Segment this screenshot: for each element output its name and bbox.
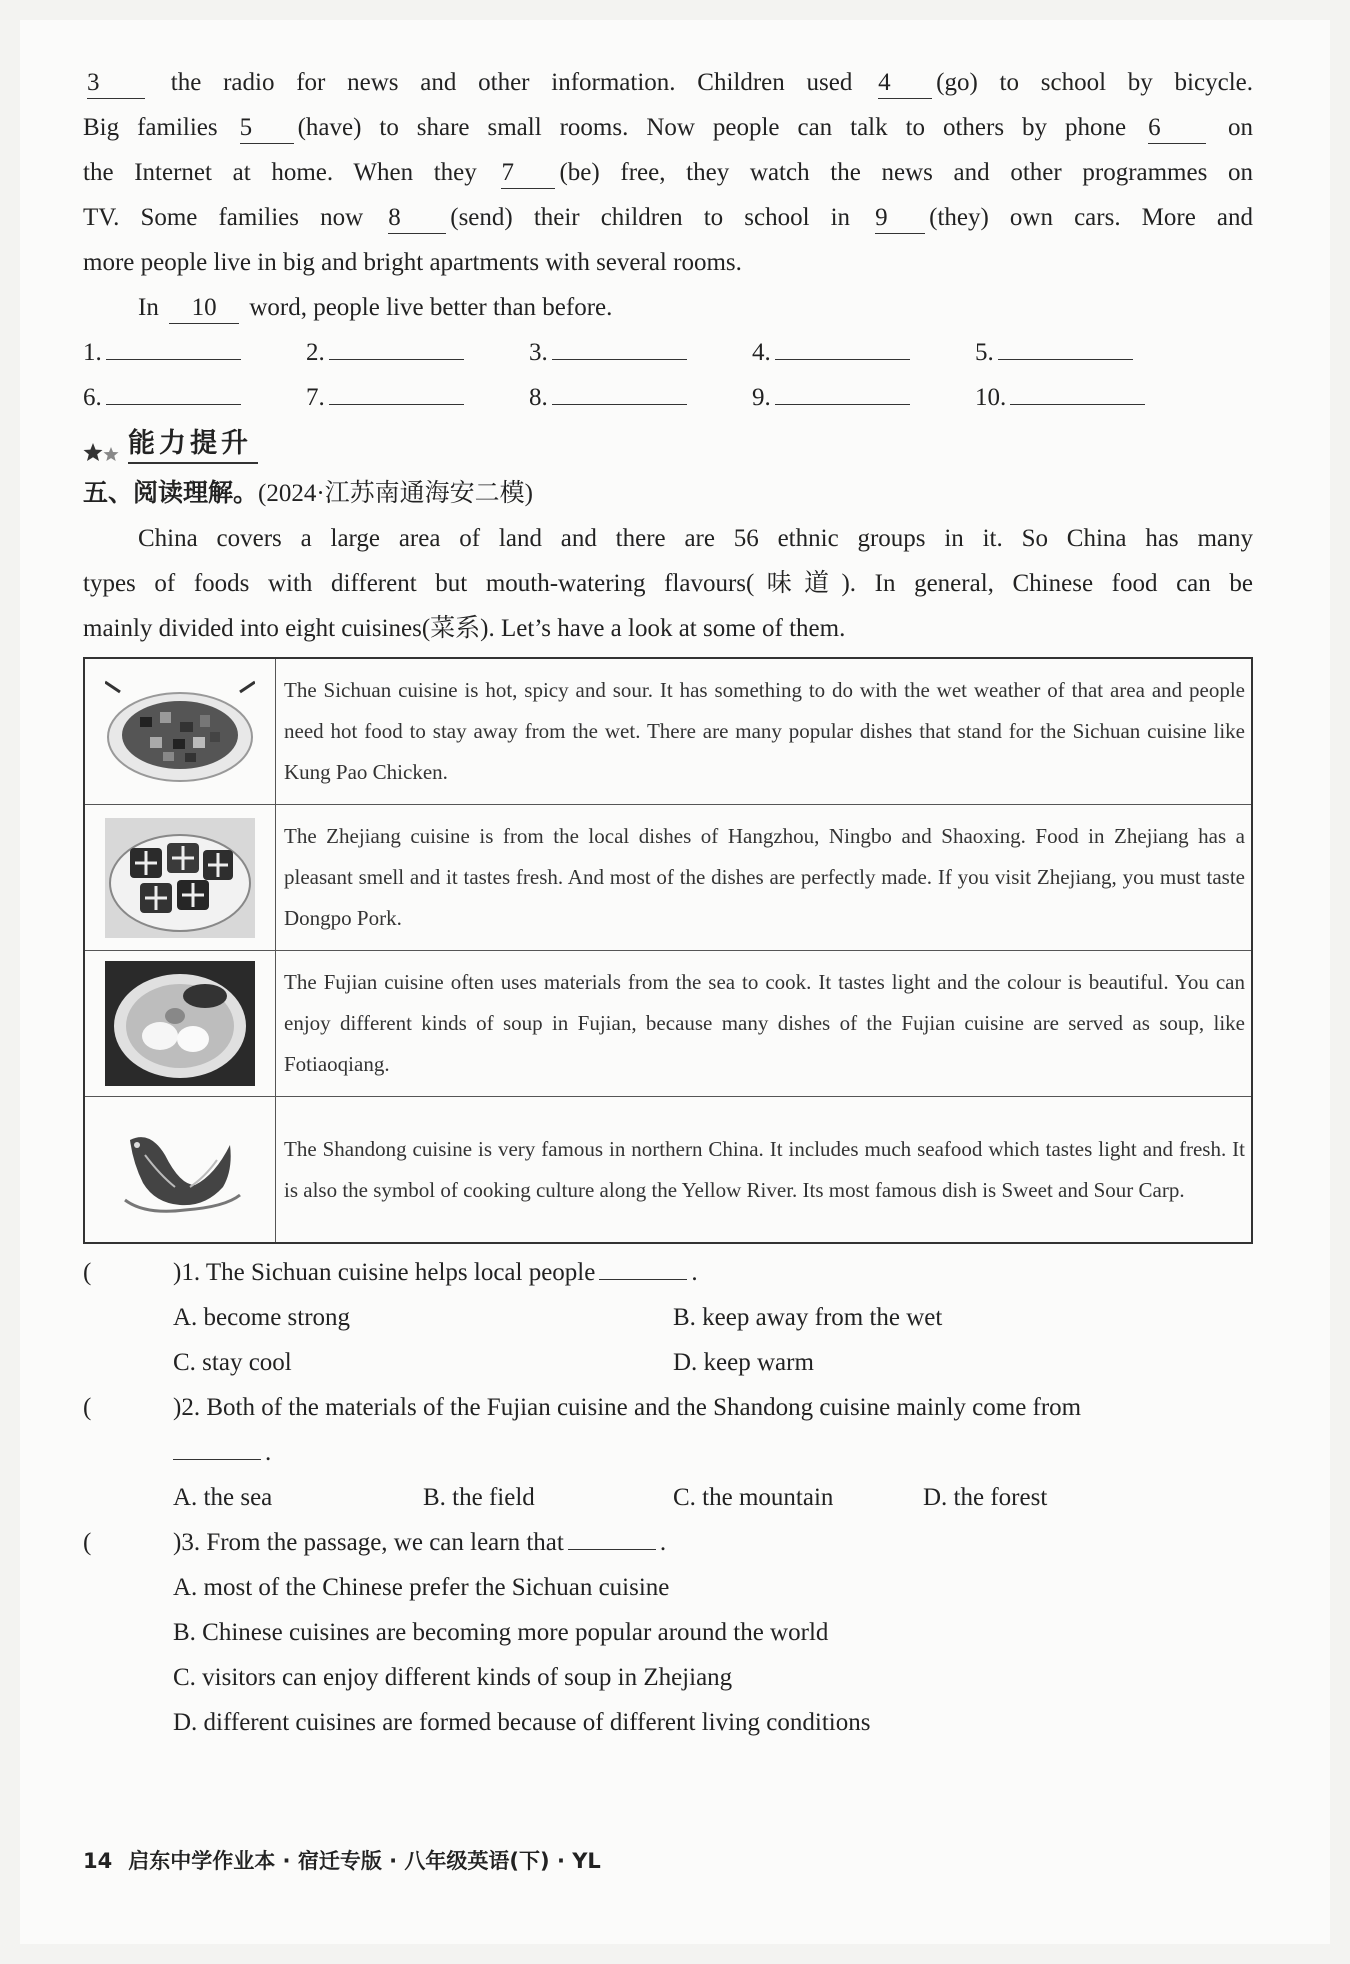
stars-icon [83,442,123,464]
answer-line[interactable] [106,380,241,405]
answer-slot-10[interactable] [975,375,1198,420]
cuisine-table [83,657,1253,1244]
section-heading [83,470,1253,516]
answer-row-2 [83,375,1253,420]
option-d[interactable]: D. keep warm [673,1349,814,1376]
blank-3[interactable]: 3 [87,68,145,99]
passage-line-3 [83,150,1253,195]
question-end: . [691,1259,698,1286]
question-2 [83,1385,1253,1430]
answer-label: 2. [306,339,325,366]
answer-slot-6[interactable] [83,375,306,420]
answer-line[interactable] [106,335,241,360]
image-cell [84,805,276,951]
answer-line[interactable] [552,335,687,360]
answer-slot-9[interactable] [752,375,975,420]
intro-line-2: types of foods with different but mouth-watering flavours(味道). In general, Chinese food can be [83,570,1253,597]
answer-line[interactable] [775,380,910,405]
cuisine-description: The Shandong cuisine is very famous in northern China. It includes much seafood which tastes light and fresh. It is also the symbol of cooking culture along the Yellow River. Its most famous dish is Sweet and Sour Carp. [276,1097,1253,1244]
question-1-options-cd [83,1340,1253,1385]
answer-label: 9. [752,384,771,411]
page-footer [83,1845,601,1875]
passage-line-6 [83,285,1253,330]
question-stem: )2. Both of the materials of the Fujian cuisine and the Shandong cuisine mainly come from [173,1394,1082,1421]
answer-label: 1. [83,339,102,366]
question-end: . [265,1439,272,1466]
passage-text: the Internet at home. When they [83,159,477,186]
answer-slot-2[interactable] [306,330,529,375]
answer-paren[interactable]: ( [83,1394,92,1421]
passage-text: (send) their children to school in [450,204,851,231]
section-source: (2024·江苏南通海安二模) [258,480,533,507]
passage-text: the radio for news and other information. Children used [170,69,853,96]
blank-8[interactable]: 8 [388,203,446,234]
intro-line-3: mainly divided into eight cuisines(菜系). Let’s have a look at some of them. [83,615,846,642]
banner-title: 能力提升 [128,426,258,464]
table-row [84,951,1252,1097]
blank-5[interactable]: 5 [240,113,294,144]
option-b[interactable]: B. keep away from the wet [673,1304,943,1331]
answer-label: 10. [975,384,1007,411]
blank-4[interactable]: 4 [878,68,932,99]
table-row [84,658,1252,805]
passage-line-5: more people live in big and bright apartments with several rooms. [83,249,742,276]
answer-row-1 [83,330,1253,375]
passage-line-4 [83,195,1253,240]
answer-line[interactable] [552,380,687,405]
question-1 [83,1250,1253,1295]
option-b[interactable]: B. the field [423,1484,535,1511]
fujian-dish-photo-icon [105,961,255,1086]
answer-label: 6. [83,384,102,411]
answer-label: 3. [529,339,548,366]
answer-blank[interactable] [599,1253,687,1280]
section-title: 五、阅读理解。 [83,478,259,507]
intro-line-1: China covers a large area of land and there are 56 ethnic groups in it. So China has many [138,525,1253,552]
answer-label: 7. [306,384,325,411]
question-2-options [83,1475,1253,1520]
answer-slot-4[interactable] [752,330,975,375]
passage-text: word, people live better than before. [249,294,613,321]
passage-text: (go) to school by bicycle. [936,69,1253,96]
blank-9[interactable]: 9 [875,203,925,234]
passage-text: (be) free, they watch the news and other programmes on [559,159,1254,186]
answer-line[interactable] [775,335,910,360]
passage-text: TV. Some families now [83,204,364,231]
passage-text: on [1228,114,1254,141]
answer-paren[interactable]: ( [83,1529,92,1556]
answer-blank[interactable] [173,1433,261,1460]
question-1-options-ab [83,1295,1253,1340]
answer-blank[interactable] [568,1523,656,1550]
option-d[interactable]: D. different cuisines are formed because of different living conditions [173,1709,871,1736]
cuisine-description: The Fujian cuisine often uses materials from the sea to cook. It tastes light and the colour is beautiful. You can enjoy different kinds of soup in Fujian, because many dishes of the Fujian cuisine are served as soup, like Fotiaoqiang. [276,951,1253,1097]
question-end: . [659,1529,667,1556]
answer-line[interactable] [329,380,464,405]
option-c[interactable]: C. the mountain [673,1484,834,1511]
sichuan-dish-photo-icon [105,677,255,787]
passage-text: Big families [83,114,218,141]
cuisine-description: The Zhejiang cuisine is from the local dishes of Hangzhou, Ningbo and Shaoxing. Food in Zhejiang has a pleasant smell and it tastes fresh. And most of the dishes are perfectly made. If you visit Zhejiang, you must taste Dongpo Pork. [276,805,1253,951]
section-banner [83,424,1253,470]
answer-line[interactable] [329,335,464,360]
answer-line[interactable] [998,335,1133,360]
cuisine-description: The Sichuan cuisine is hot, spicy and sour. It has something to do with the wet weather of that area and people need hot food to stay away from the wet. There are many popular dishes that stand for the Sichuan cuisine like Kung Pao Chicken. [276,658,1253,805]
page-number: 14 [83,1849,113,1873]
answer-label: 4. [752,339,771,366]
answer-slot-8[interactable] [529,375,752,420]
table-row [84,1097,1252,1244]
image-cell [84,1097,276,1244]
blank-10[interactable]: 10 [169,293,239,324]
answer-line[interactable] [1010,380,1145,405]
answer-slot-7[interactable] [306,375,529,420]
passage-text: (have) to share small rooms. Now people can talk to others by phone [297,114,1127,141]
blank-7[interactable]: 7 [501,158,555,189]
answer-slot-3[interactable] [529,330,752,375]
answer-slot-1[interactable] [83,330,306,375]
footer-title: 启东中学作业本 · 宿迁专版 · 八年级英语(下) · YL [128,1849,601,1873]
option-a[interactable]: A. become strong [173,1304,351,1331]
answer-paren[interactable]: ( [83,1259,92,1286]
passage-text: In [138,294,159,321]
zhejiang-dish-photo-icon [105,818,255,938]
question-stem: )1. The Sichuan cuisine helps local people [173,1259,596,1286]
option-a[interactable]: A. the sea [173,1484,273,1511]
passage-line-1 [83,60,1253,105]
answer-slot-5[interactable] [975,330,1198,375]
question-3 [83,1520,1253,1565]
answer-label: 5. [975,339,994,366]
answer-label: 8. [529,384,548,411]
option-b[interactable]: B. Chinese cuisines are becoming more popular around the world [173,1619,829,1646]
image-cell [84,951,276,1097]
passage-line-2 [83,105,1253,150]
option-c[interactable]: C. stay cool [173,1349,292,1376]
option-a[interactable]: A. most of the Chinese prefer the Sichuan cuisine [173,1574,670,1601]
shandong-dish-photo-icon [105,1115,255,1225]
image-cell [84,658,276,805]
blank-6[interactable]: 6 [1148,113,1206,144]
question-2-blank-line [83,1430,1253,1475]
passage-text: (they) own cars. More and [929,204,1253,231]
worksheet-content [83,60,1253,1745]
table-row [84,805,1252,951]
option-c[interactable]: C. visitors can enjoy different kinds of soup in Zhejiang [173,1664,733,1691]
question-stem: )3. From the passage, we can learn that [173,1529,564,1556]
option-d[interactable]: D. the forest [923,1484,1048,1511]
